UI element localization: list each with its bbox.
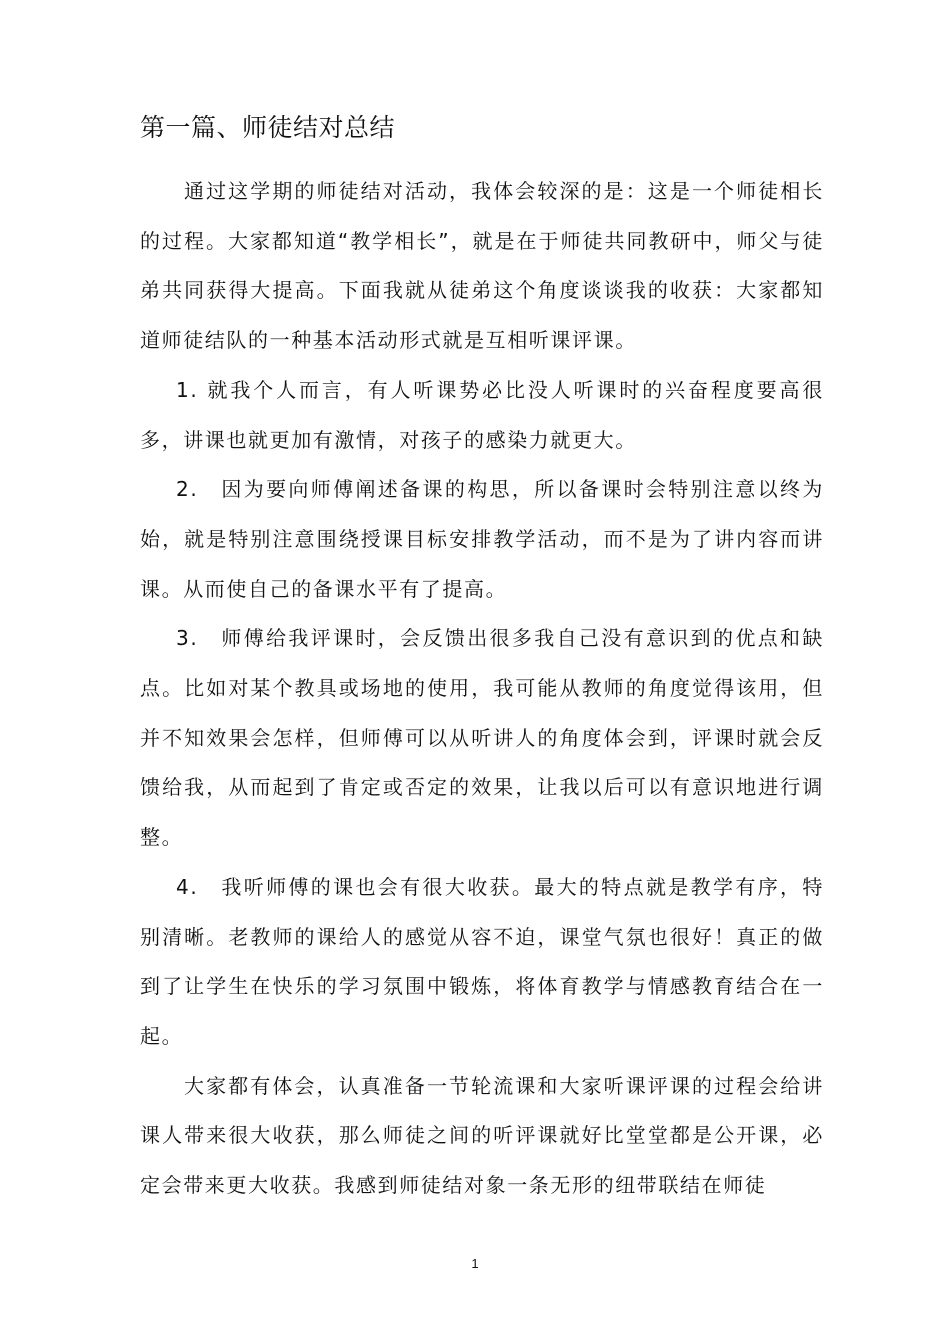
document-title: 第一篇、师徒结对总结 [140,113,396,142]
paragraph-point-1: 1. 就我个人而言，有人听课势必比没人听课时的兴奋程度要高很多，讲课也就更加有激情，对孩子的感染力就更大。 [140,377,824,452]
page-number: 1 [471,1256,479,1271]
paragraph-intro: 通过这学期的师徒结对活动，我体会较深的是：这是一个师徒相长的过程。大家都知道“教学相长”，就是在于师徒共同教研中，师父与徒弟共同获得大提高。下面我就从徒弟这个角度谈谈我的收获：大家都知道师徒结队的一种基本活动形式就是互相听课评课。 [140,179,824,353]
paragraph-point-2: 2. 因为要向师傅阐述备课的构思，所以备课时会特别注意以终为始，就是特别注意围绕授课目标安排教学活动，而不是为了讲内容而讲课。从而使自己的备课水平有了提高。 [140,477,824,601]
document-body [140,167,824,1211]
paragraph-point-4: 4. 我听师傅的课也会有很大收获。最大的特点就是教学有序，特别清晰。老教师的课给人的感觉从容不迫，课堂气氛也很好！真正的做到了让学生在快乐的学习氛围中锻炼，将体育教学与情感教育结合在一起。 [140,874,824,1048]
paragraph-conclusion: 大家都有体会，认真准备一节轮流课和大家听课评课的过程会给讲课人带来很大收获，那么师徒之间的听评课就好比堂堂都是公开课，必定会带来更大收获。我感到师徒结对象一条无形的纽带联结在师徒 [140,1073,824,1198]
paragraph-point-3: 3. 师傅给我评课时，会反馈出很多我自己没有意识到的优点和缺点。比如对某个教具或场地的使用，我可能从教师的角度觉得该用，但并不知效果会怎样，但师傅可以从听讲人的角度体会到，评课时就会反馈给我，从而起到了肯定或否定的效果，让我以后可以有意识地进行调整。 [140,626,824,850]
